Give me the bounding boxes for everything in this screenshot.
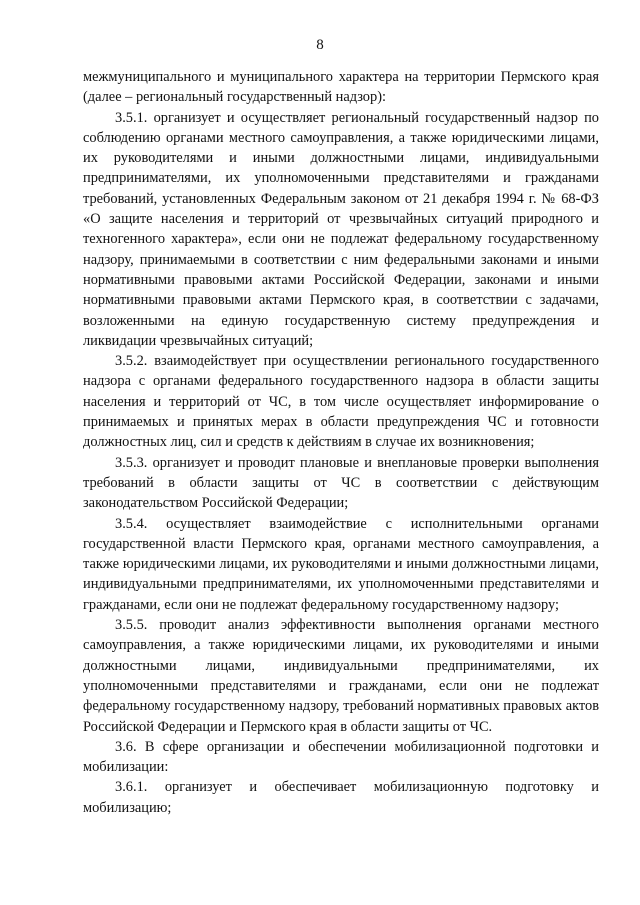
page-number: 8 (316, 37, 324, 53)
paragraph-3-5-3: 3.5.3. организует и проводит плановые и внеплановые проверки выполнения требований в области защиты от ЧС в соответствии с действующим законодательством Российской Федерации; (83, 454, 599, 512)
paragraph-continuation: межмуниципального и муниципального характера на территории Пермского края (далее – региональный государственный надзор): (83, 69, 599, 106)
document-body (83, 67, 599, 818)
paragraph-3-5-2: 3.5.2. взаимодействует при осуществлении регионального государственного надзора с органами федерального государственного надзора в области защиты населения и территорий от ЧС, в том числе осуществляет информирование о принимаемых и принятых мерах в области предупреждения ЧС и готовности должностных лиц, сил и средств к действиям в случае их возникновения; (83, 353, 599, 451)
paragraph-3-5-1: 3.5.1. организует и осуществляет региональный государственный надзор по соблюдению органами местного самоуправления, а также юридическими лицами, их руководителями и иными должностными лицами, индивидуальными предпринимателями, их уполномоченными представителями и гражданами требований, установленных Федеральным законом от 21 декабря 1994 г. № 68-ФЗ «О защите населения и территорий от чрезвычайных ситуаций природного и техногенного характера», если они не подлежат федеральному государственному надзору, принимаемыми в соответствии с ним федеральными законами и иными нормативными правовыми актами Российской Федерации, законами и иными нормативными правовыми актами Пермского края, в соответствии с задачами, возложенными на единую государственную систему предупреждения и ликвидации чрезвычайных ситуаций; (83, 109, 599, 349)
paragraph-3-5-4: 3.5.4. осуществляет взаимодействие с исполнительными органами государственной власти Пермского края, органами местного самоуправления, а также юридическими лицами, их руководителями и иными должностными лицами, индивидуальными предпринимателями, их уполномоченными представителями и гражданами, если они не подлежат федеральному государственному надзору; (83, 515, 599, 613)
paragraph-3-5-5: 3.5.5. проводит анализ эффективности выполнения органами местного самоуправления, а также юридическими лицами, их руководителями и иными должностными лицами, индивидуальными предпринимателями, их уполномоченными представителями и гражданами, если они не подлежат федеральному государственному надзору, требований нормативных правовых актов Российской Федерации и Пермского края в области защиты от ЧС. (83, 617, 599, 735)
paragraph-3-6: 3.6. В сфере организации и обеспечении мобилизационной подготовки и мобилизации: (83, 738, 599, 776)
paragraph-3-6-1: 3.6.1. организует и обеспечивает мобилизационную подготовку и мобилизацию; (83, 779, 599, 816)
